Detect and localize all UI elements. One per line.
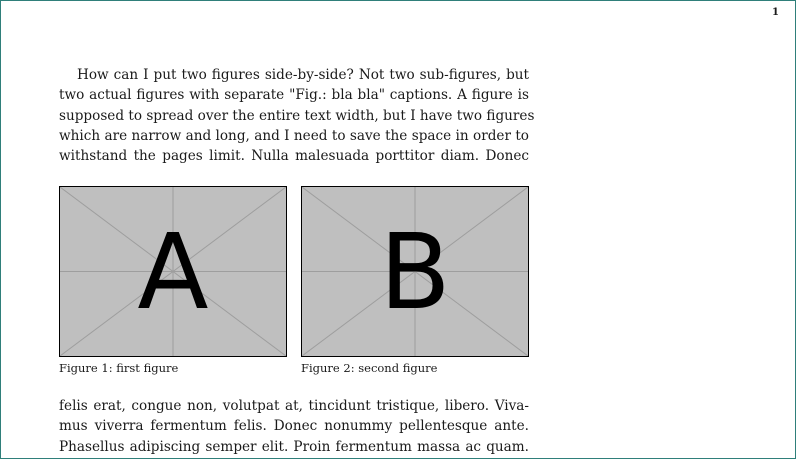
figure-1-letter: A <box>137 210 209 333</box>
figure-1 <box>59 186 287 375</box>
text-line: supposed to spread over the entire text width, but I have two figures <box>59 107 535 124</box>
figure-1-image-placeholder <box>59 186 287 357</box>
figure-1-caption: Figure 1: first figure <box>59 361 179 375</box>
text-line: How can I put two figures side-by-side? Not two sub-figures, but <box>77 67 529 83</box>
figure-2-letter: B <box>379 210 451 333</box>
paragraph-top <box>59 65 535 166</box>
text-line: two actual figures with separate "Fig.: bla bla" captions. A figure is <box>59 87 529 104</box>
text-line: which are narrow and long, and I need to save the space in order to <box>59 127 529 144</box>
figure-2-image-placeholder <box>301 186 529 357</box>
figure-2 <box>301 186 529 375</box>
page-number: 1 <box>772 7 779 18</box>
figure-2-caption: Figure 2: second figure <box>301 361 438 375</box>
text-line: felis erat, congue non, volutpat at, tincidunt tristique, libero. Viva- <box>59 398 529 414</box>
paragraph-bottom <box>59 396 529 457</box>
text-line: Phasellus adipiscing semper elit. Proin fermentum massa ac quam. <box>59 438 529 455</box>
text-line: mus viverra fermentum felis. Donec nonummy pellentesque ante. <box>59 418 529 435</box>
text-line: withstand the pages limit. Nulla malesuada porttitor diam. Donec <box>59 148 529 165</box>
